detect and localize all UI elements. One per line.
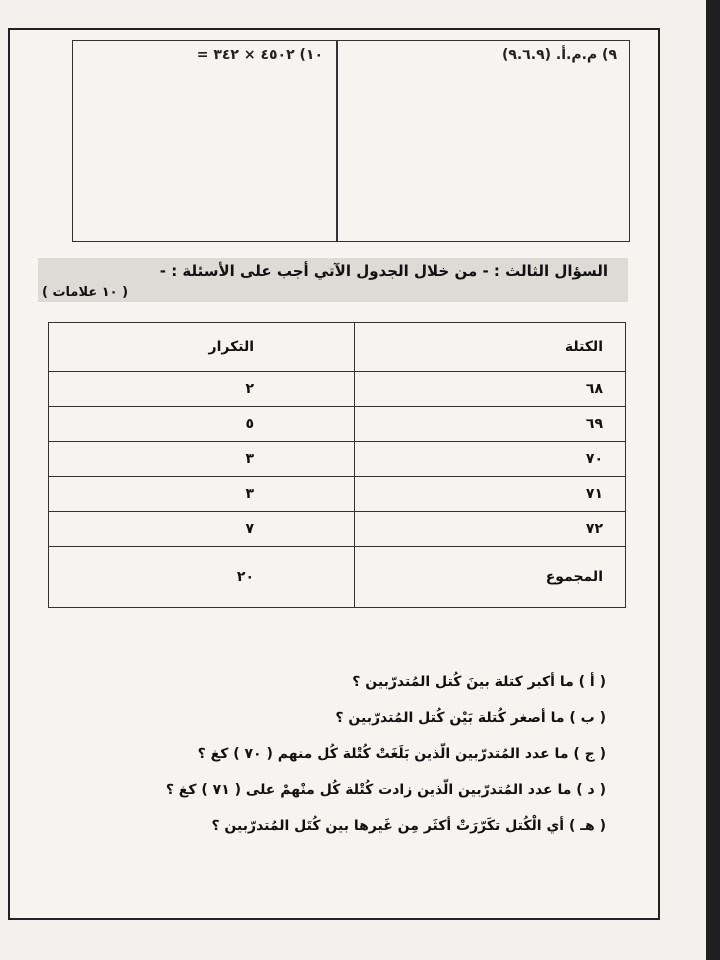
questions-list [166,664,606,844]
question-a: ( أ ) ما أكبر كتلة بينَ كُتل المُتدرّبين ؟ [352,674,606,690]
cell-total-label: المجموع [355,547,626,608]
table-row [49,477,626,512]
question-10-text: ١٠) ٤٥٠٢ × ٣٤٢ = [196,47,323,63]
question-d: ( د ) ما عدد المُتدرّبين الّذين زادت كُتْلة كُل منْهمْ على ( ٧١ ) كغ ؟ [165,782,606,798]
cell-frequency: ٣ [49,442,355,477]
frequency-table [48,322,626,608]
cell-frequency: ٣ [49,477,355,512]
question-e: ( هـ ) أي الْكُتل تكَرّرَتْ أكثَر مِن غَيرها بين كُتَل المُتدرّبين ؟ [211,818,606,834]
question-c: ( ج ) ما عدد المُتدرّبين الّذين بَلَغَتْ كُتْلة كُل منهم ( ٧٠ ) كغ ؟ [197,746,606,762]
table-row [49,407,626,442]
cell-frequency: ٥ [49,407,355,442]
question-b: ( ب ) ما أصغر كُتلة بَيْن كُتل المُتدرّبين ؟ [335,710,606,726]
table-header-row [49,323,626,372]
table-row [49,442,626,477]
section-marks: ( ١٠ علامات ) [42,285,129,300]
cell-mass: ٦٩ [355,407,626,442]
table-total-row [49,547,626,608]
cell-mass: ٦٨ [355,372,626,407]
table-row [49,512,626,547]
cell-mass: ٧٢ [355,512,626,547]
question-box-9 [336,40,630,242]
cell-total-value: ٢٠ [49,547,355,608]
cell-mass: ٧١ [355,477,626,512]
header-frequency: التكرار [49,323,355,372]
section-title: السؤال الثالث : - من خلال الجدول الآتي أجب على الأسئلة : - [159,262,608,280]
question-9-text: ٩) م.م.أ. (٩.٦.٩) [501,47,617,63]
cell-frequency: ٢ [49,372,355,407]
cell-mass: ٧٠ [355,442,626,477]
table-row [49,372,626,407]
header-mass: الكتلة [355,323,626,372]
question-box-10 [72,40,338,242]
cell-frequency: ٧ [49,512,355,547]
